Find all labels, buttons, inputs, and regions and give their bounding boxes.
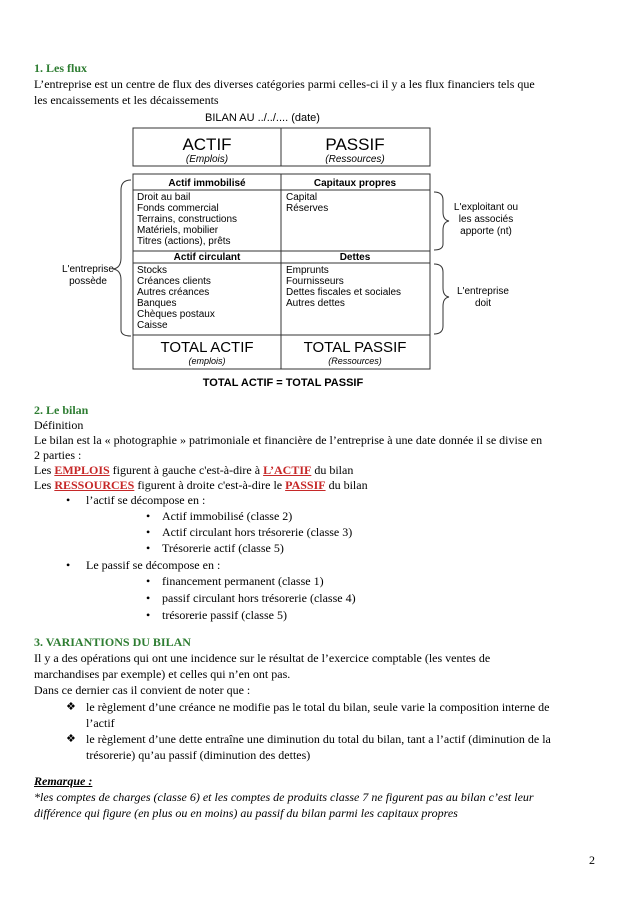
left-note-line-2: possède (69, 276, 107, 287)
bullet-icon: • (146, 608, 151, 622)
right-note-a-line-1: L'exploitant ou (453, 202, 519, 213)
passif-breakdown-item: financement permanent (classe 1) (162, 574, 324, 588)
variation-item-1-line-1: le règlement d’une créance ne modifie pas le total du bilan, seule varie la composition interne de (86, 700, 550, 714)
passif-breakdown-item: trésorerie passif (classe 5) (162, 608, 287, 622)
emplois-line (34, 463, 353, 478)
right-note-a-line-3: apporte (nt) (460, 226, 512, 237)
section-3-text-line-2: marchandises par exemple) et celles qui n’en ont pas. (34, 667, 291, 681)
actif-immobilise-item: Droit au bail (137, 192, 191, 203)
right-note-b-line-1: L'entreprise (457, 286, 509, 297)
dettes-item: Fournisseurs (286, 276, 344, 287)
bilan-title: BILAN AU ../../.... (date) (205, 112, 320, 124)
actif-circulant-item: Autres créances (137, 287, 210, 298)
emplois-suffix: du bilan (311, 463, 354, 477)
total-passif-sublabel: (Ressources) (328, 356, 382, 366)
section-3-text-line-1: Il y a des opérations qui ont une incidence sur le résultat de l’exercice comptable (les ventes de (34, 651, 491, 665)
dettes-item: Autres dettes (286, 298, 345, 309)
actif-term: L’ACTIF (263, 463, 312, 477)
section-1-heading: 1. Les flux (34, 61, 88, 75)
ressources-line (34, 478, 368, 493)
ressources-term: RESSOURCES (54, 478, 135, 492)
total-actif-sublabel: (emplois) (188, 356, 226, 366)
passif-subheader: (Ressources) (325, 154, 385, 165)
section-2-text-line-2: 2 parties : (34, 448, 82, 462)
diamond-bullet-icon: ❖ (66, 733, 76, 745)
passif-breakdown-intro: Le passif se décompose en : (86, 558, 221, 572)
diamond-bullet-icon: ❖ (66, 701, 76, 713)
variation-item-2-line-2: trésorerie) qu’au passif (diminution des dettes) (86, 748, 311, 762)
bullet-icon: • (66, 493, 71, 507)
emplois-middle: figurent à gauche c'est-à-dire à (109, 463, 264, 477)
passif-header: PASSIF (325, 135, 385, 154)
actif-header: ACTIF (182, 135, 232, 154)
actif-circulant-item: Stocks (137, 265, 168, 276)
passif-term: PASSIF (285, 478, 326, 492)
actif-breakdown-item: Actif immobilisé (classe 2) (162, 509, 293, 523)
ressources-middle: figurent à droite c'est-à-dire le (134, 478, 286, 492)
actif-immobilise-item: Titres (actions), prêts (137, 236, 231, 247)
actif-breakdown-item: Actif circulant hors trésorerie (classe 3) (162, 525, 353, 539)
actif-immobilise-label: Actif immobilisé (168, 178, 246, 189)
bullet-icon: • (146, 591, 151, 605)
actif-circulant-item: Banques (137, 298, 177, 309)
section-2-heading: 2. Le bilan (34, 403, 89, 417)
emplois-prefix: Les (34, 463, 55, 477)
left-note-line-1: L'entreprise (62, 264, 114, 275)
bullet-icon: • (146, 525, 151, 539)
section-1-text-line-2: les encaissements et les décaissements (34, 93, 219, 107)
ressources-suffix: du bilan (325, 478, 368, 492)
section-3-text-line-3: Dans ce dernier cas il convient de noter que : (34, 683, 251, 697)
bullet-icon: • (146, 509, 151, 523)
actif-immobilise-item: Terrains, constructions (137, 214, 238, 225)
actif-circulant-item: Chèques postaux (137, 309, 215, 320)
dettes-list (286, 265, 401, 309)
section-1-text-line-1: L’entreprise est un centre de flux des diverses catégories parmi celles-ci il y a les flux financiers tels que (34, 77, 535, 91)
remarque-title: Remarque : (34, 774, 93, 788)
dettes-item: Emprunts (286, 265, 329, 276)
variation-item-1-line-2: l’actif (86, 716, 115, 730)
actif-circulant-item: Caisse (137, 320, 168, 331)
emplois-term: EMPLOIS (54, 463, 110, 477)
page-number: 2 (589, 853, 595, 867)
capitaux-propres-label: Capitaux propres (313, 178, 397, 189)
balance-equation: TOTAL ACTIF = TOTAL PASSIF (202, 377, 364, 389)
total-passif-label: TOTAL PASSIF (303, 339, 407, 356)
dettes-item: Dettes fiscales et sociales (286, 287, 402, 298)
bullet-icon: • (146, 541, 151, 555)
dettes-label: Dettes (339, 252, 371, 263)
capitaux-propres-item: Réserves (286, 203, 329, 214)
section-2-text-line-1: Le bilan est la « photographie » patrimoniale et financière de l’entreprise à une date donnée il se divise en (34, 433, 543, 447)
remarque-line-1: *les comptes de charges (classe 6) et les comptes de produits classe 7 ne figurent pas au bilan c’est leur (34, 790, 534, 804)
variation-item-2-line-1: le règlement d’une dette entraîne une diminution du total du bilan, tant a l’actif (diminution de la (86, 732, 551, 746)
passif-breakdown-item: passif circulant hors trésorerie (classe 4) (162, 591, 356, 605)
actif-immobilise-item: Fonds commercial (137, 203, 219, 214)
actif-circulant-list (137, 265, 215, 331)
bilan-diagram (0, 0, 638, 400)
remarque-line-2: différence qui figure (en plus ou en moins) au passif du bilan parmi les capitaux propres (34, 806, 458, 820)
actif-subheader: (Emplois) (185, 154, 229, 165)
right-note-a-line-2: les associés (458, 214, 514, 225)
actif-breakdown-intro: l’actif se décompose en : (86, 493, 206, 507)
actif-circulant-item: Créances clients (137, 276, 211, 287)
section-3-heading: 3. VARIANTIONS DU BILAN (34, 635, 191, 649)
actif-immobilise-list (137, 192, 237, 247)
definition-label: Définition (34, 418, 84, 432)
actif-breakdown-item: Trésorerie actif (classe 5) (162, 541, 284, 555)
actif-immobilise-item: Matériels, mobilier (137, 225, 219, 236)
capitaux-propres-list (286, 192, 328, 214)
total-actif-label: TOTAL ACTIF (160, 339, 254, 356)
bullet-icon: • (66, 558, 71, 572)
bullet-icon: • (146, 574, 151, 588)
ressources-prefix: Les (34, 478, 55, 492)
capitaux-propres-item: Capital (286, 192, 318, 203)
actif-circulant-label: Actif circulant (173, 252, 241, 263)
right-note-b-line-2: doit (474, 298, 492, 309)
